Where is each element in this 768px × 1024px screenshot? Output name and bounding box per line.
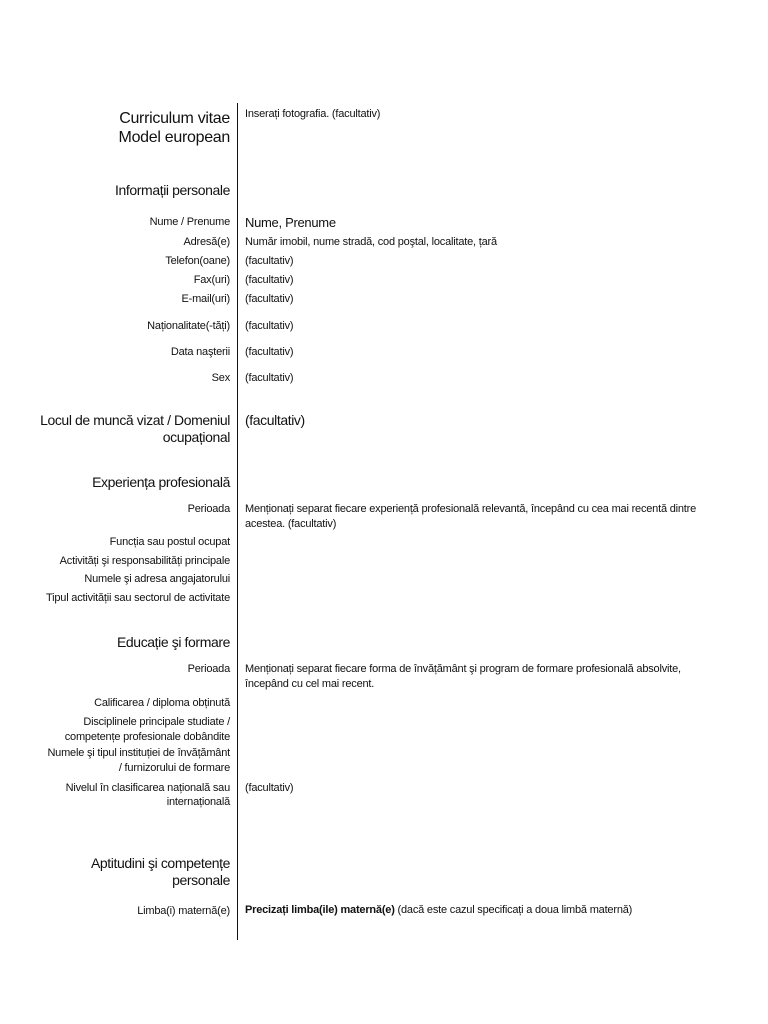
label-fax: Fax(uri) (193, 274, 230, 286)
cv-subtitle: Model european (118, 129, 230, 146)
label-level: Nivelul în clasificarea națională sau (65, 782, 230, 794)
label-institution: Numele şi tipul instituției de învățământ (47, 747, 230, 759)
label-email: E-mail(uri) (181, 293, 230, 305)
value-level: (facultativ) (245, 782, 294, 794)
photo-placeholder: Inserați fotografia. (facultativ) (245, 108, 381, 120)
label-institution-line2: / furnizorului de formare (118, 762, 230, 774)
value-sex: (facultativ) (245, 372, 294, 384)
label-sector: Tipul activității sau sectorul de activitate (46, 592, 230, 604)
label-qualification: Calificarea / diploma obținută (94, 697, 230, 709)
value-nationality: (facultativ) (245, 320, 294, 332)
value-email: (facultativ) (245, 293, 294, 305)
section-heading-skills: Aptitudini şi competențe (90, 855, 230, 871)
section-heading-education: Educație şi formare (116, 634, 230, 650)
value-address: Număr imobil, nume stradă, cod poştal, localitate, țară (245, 236, 497, 248)
label-phone: Telefon(oane) (165, 255, 230, 267)
value-birthdate: (facultativ) (245, 346, 294, 358)
label-nationality: Naționalitate(-tăți) (147, 320, 230, 332)
value-desired-job: (facultativ) (245, 412, 305, 428)
label-position: Funcția sau postul ocupat (109, 536, 230, 548)
label-address: Adresă(e) (183, 236, 230, 248)
label-name: Nume / Prenume (149, 216, 230, 228)
mother-tongue-instruction: Precizați limba(ile) maternă(e) (245, 904, 395, 916)
section-heading-desired-job: Locul de muncă vizat / Domeniul (40, 412, 230, 428)
value-mother-tongue (245, 903, 632, 918)
label-subjects: Disciplinele principale studiate / (83, 716, 230, 728)
cv-title: Curriculum vitae (119, 110, 230, 127)
label-subjects-line2: competențe profesionale dobândite (64, 731, 230, 743)
value-fax: (facultativ) (245, 274, 294, 286)
section-heading-personal: Informații personale (115, 182, 230, 198)
value-name: Nume, Prenume (245, 215, 336, 230)
value-phone: (facultativ) (245, 255, 294, 267)
label-mother-tongue: Limba(i) maternă(e) (137, 905, 230, 917)
label-experience-period: Perioada (187, 503, 230, 515)
label-sex: Sex (211, 372, 230, 384)
label-birthdate: Data naşterii (170, 346, 230, 358)
label-activities: Activități şi responsabilități principale (59, 555, 230, 567)
value-experience-period: Menționați separat fiecare experiență profesională relevantă, începând cu cea mai recentă dintre acestea. (facultativ) (245, 503, 697, 530)
label-level-line2: internațională (166, 796, 230, 808)
label-education-period: Perioada (187, 663, 230, 675)
value-education-period: Menționați separat fiecare forma de învățământ şi program de formare profesională absolvite, începând cu cel mai recent. (245, 663, 681, 690)
column-divider (237, 103, 238, 940)
section-heading-desired-job-line2: ocupațional (162, 429, 230, 445)
section-heading-skills-line2: personale (172, 872, 230, 888)
label-employer: Numele şi adresa angajatorului (84, 573, 230, 585)
section-heading-experience: Experiența profesională (92, 474, 230, 490)
mother-tongue-note: (dacă este cazul specificați a doua limbă maternă) (397, 904, 633, 916)
